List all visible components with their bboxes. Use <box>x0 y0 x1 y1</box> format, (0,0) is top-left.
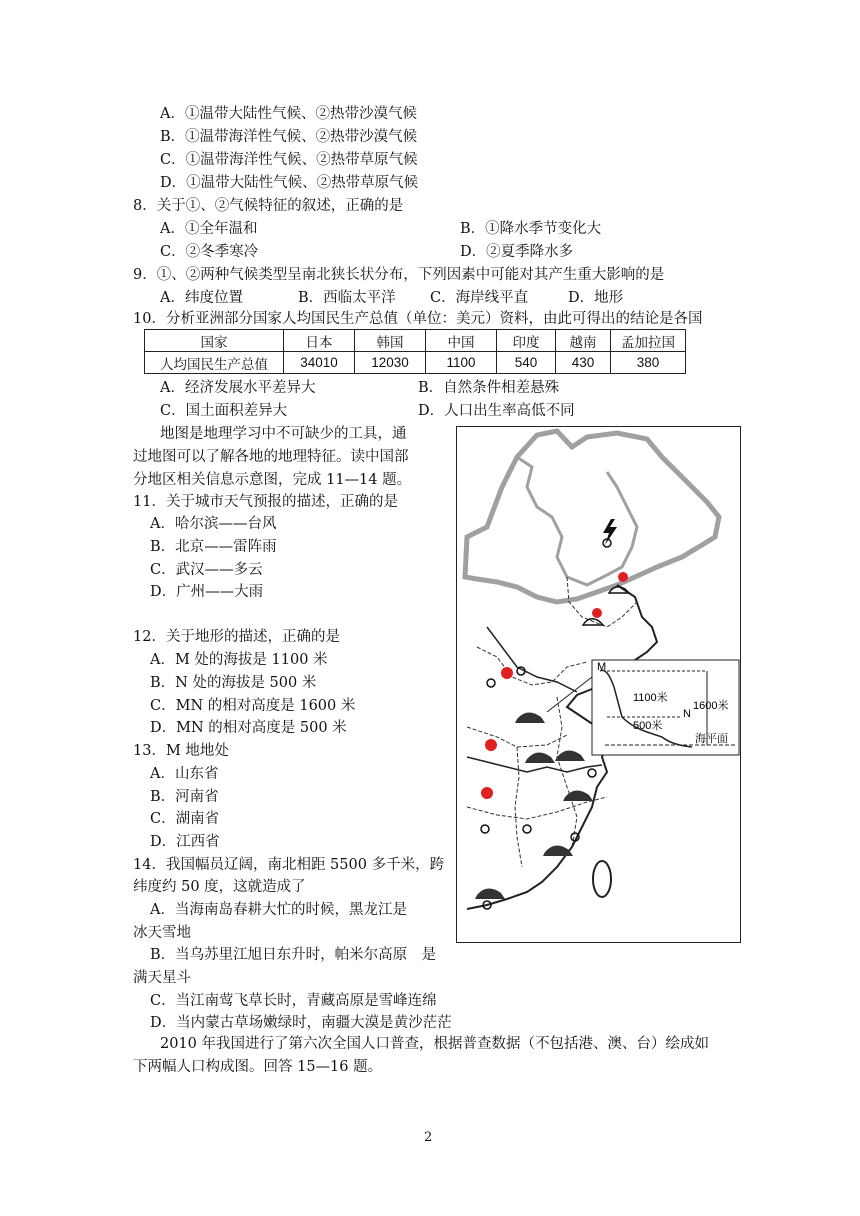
profile-label-n: N <box>683 708 691 720</box>
sun-icon-4 <box>485 739 497 751</box>
q12-option-a: A．M 处的海拔是 1100 米 <box>150 652 328 668</box>
q11-option-a: A．哈尔滨——台风 <box>150 516 277 532</box>
q9-option-b: B．西临太平洋 <box>298 290 396 306</box>
census-line-1: 2010 年我国进行了第六次全国人口普查，根据普查数据（不包括港、澳、台）绘成如 <box>160 1036 710 1052</box>
q7-option-c: C．①温带海洋性气候、②热带草原气候 <box>160 152 418 168</box>
census-line-2: 下两幅人口构成图。回答 15—16 题。 <box>133 1059 383 1075</box>
profile-label-1100: 1100米 <box>633 692 668 704</box>
q13-option-b: B．河南省 <box>150 789 219 805</box>
q13-option-c: C．湖南省 <box>150 811 220 827</box>
q14-option-c: C．当江南莺飞草长时，青藏高原是雪峰连绵 <box>150 993 437 1009</box>
gnp-row-label: 人均国民生产总值 <box>145 352 284 374</box>
q10-stem: 10．分析亚洲部分国家人均国民生产总值（单位：美元）资料，由此可得出的结论是各国 <box>133 311 703 327</box>
sun-icon-2 <box>592 608 602 618</box>
profile-label-500: 500米 <box>633 720 663 732</box>
q11-option-d: D．广州——大雨 <box>150 584 264 600</box>
q10-option-d: D．人口出生率高低不同 <box>418 403 575 419</box>
gnp-header-japan: 日本 <box>284 330 355 352</box>
q7-option-b: B．①温带海洋性气候、②热带沙漠气候 <box>160 129 418 145</box>
gnp-value-india: 540 <box>497 352 556 374</box>
q7-option-d: D．①温带大陆性气候、②热带草原气候 <box>160 175 419 191</box>
q14-stem-line-2: 纬度约 50 度，这就造成了 <box>133 879 306 895</box>
northern-border <box>465 431 719 602</box>
q9-stem: 9．①、②两种气候类型呈南北狭长状分布，下列因素中可能对其产生重大影响的是 <box>133 267 665 283</box>
gnp-header-country: 国家 <box>145 330 284 352</box>
cloud-icon-6 <box>563 790 593 801</box>
gnp-value-vietnam: 430 <box>556 352 611 374</box>
q13-stem: 13．M 地地处 <box>133 743 229 759</box>
profile-label-sea: 海平面 <box>695 733 728 745</box>
profile-label-1600: 1600米 <box>693 700 729 712</box>
cloud-icon-7 <box>543 845 573 856</box>
q14-option-d: D．当内蒙古草场嫩绿时，南疆大漠是黄沙茫茫 <box>150 1015 452 1031</box>
province-boundary-1 <box>567 577 637 627</box>
profile-label-m: M <box>597 661 607 673</box>
taiwan-island <box>593 861 611 897</box>
cloud-icon-3 <box>515 712 545 723</box>
leader-line <box>547 677 592 712</box>
gnp-value-korea: 12030 <box>355 352 426 374</box>
q10-option-c: C．国土面积差异大 <box>160 403 288 419</box>
gnp-value-china: 1100 <box>426 352 497 374</box>
q14-option-a-line-1: A．当海南岛春耕大忙的时候，黑龙江是 <box>150 902 407 918</box>
q12-option-c: C．MN 的相对高度是 1600 米 <box>150 698 356 714</box>
q12-stem: 12．关于地形的描述，正确的是 <box>133 629 340 645</box>
gnp-header-vietnam: 越南 <box>556 330 611 352</box>
q11-stem: 11．关于城市天气预报的描述，正确的是 <box>133 494 398 510</box>
q13-option-d: D．江西省 <box>150 834 220 850</box>
q8-option-a: A．①全年温和 <box>160 221 258 237</box>
china-map-figure <box>456 426 741 943</box>
q12-option-b: B．N 处的海拔是 500 米 <box>150 675 317 691</box>
gnp-table-value-row <box>145 352 686 374</box>
city-dot-5 <box>523 825 531 833</box>
q11-option-b: B．北京——雷阵雨 <box>150 539 277 555</box>
intro-line-1: 地图是地理学习中不可缺少的工具，通 <box>160 426 407 442</box>
intro-line-2: 过地图可以了解各地的地理特征。读中国部 <box>133 449 409 465</box>
city-dot-beijing <box>487 679 495 687</box>
q7-option-a: A．①温带大陆性气候、②热带沙漠气候 <box>160 106 417 122</box>
gnp-table <box>144 329 686 374</box>
sun-icon-3 <box>501 667 513 679</box>
q8-stem: 8．关于①、②气候特征的叙述，正确的是 <box>133 198 404 214</box>
q9-option-d: D．地形 <box>568 290 624 306</box>
gnp-value-bangladesh: 380 <box>611 352 686 374</box>
cloud-icon-8 <box>475 888 505 899</box>
q10-option-a: A．经济发展水平差异大 <box>160 380 316 396</box>
gnp-value-japan: 34010 <box>284 352 355 374</box>
q13-option-a: A．山东省 <box>150 766 219 782</box>
northeast-border <box>517 457 637 585</box>
gnp-table-header-row <box>145 330 686 352</box>
q14-stem-line-1: 14．我国幅员辽阔，南北相距 5500 多千米，跨 <box>133 857 445 873</box>
gnp-header-china: 中国 <box>426 330 497 352</box>
q11-option-c: C．武汉——多云 <box>150 562 263 578</box>
q12-option-d: D．MN 的相对高度是 500 米 <box>150 720 347 736</box>
q8-option-d: D．②夏季降水多 <box>460 244 574 260</box>
q14-option-b-line-1: B．当乌苏里江旭日东升时，帕米尔高原 是 <box>150 947 437 963</box>
province-boundary-3 <box>467 727 567 747</box>
china-map-svg <box>457 427 740 942</box>
city-dot-4 <box>481 825 489 833</box>
intro-line-3: 分地区相关信息示意图，完成 11—14 题。 <box>133 472 412 488</box>
gnp-header-india: 印度 <box>497 330 556 352</box>
yellow-river <box>487 627 577 692</box>
q14-option-b-line-2: 满天星斗 <box>133 970 191 986</box>
q8-option-b: B．①降水季节变化大 <box>460 221 602 237</box>
sun-icon-5 <box>481 787 493 799</box>
sun-icon-1 <box>618 572 628 582</box>
province-boundary-5 <box>515 747 522 867</box>
q9-option-c: C．海岸线平直 <box>430 290 529 306</box>
q14-option-a-line-2: 冰天雪地 <box>133 925 191 941</box>
q9-option-a: A．纬度位置 <box>160 290 243 306</box>
gnp-header-bangladesh: 孟加拉国 <box>611 330 686 352</box>
page-number: 2 <box>424 1130 433 1145</box>
cloud-icon-4 <box>525 752 555 763</box>
q10-option-b: B．自然条件相差悬殊 <box>418 380 560 396</box>
city-dot-3 <box>588 769 596 777</box>
q8-option-c: C．②冬季寒冷 <box>160 244 259 260</box>
cloud-icon-5 <box>555 750 585 761</box>
gnp-header-korea: 韩国 <box>355 330 426 352</box>
